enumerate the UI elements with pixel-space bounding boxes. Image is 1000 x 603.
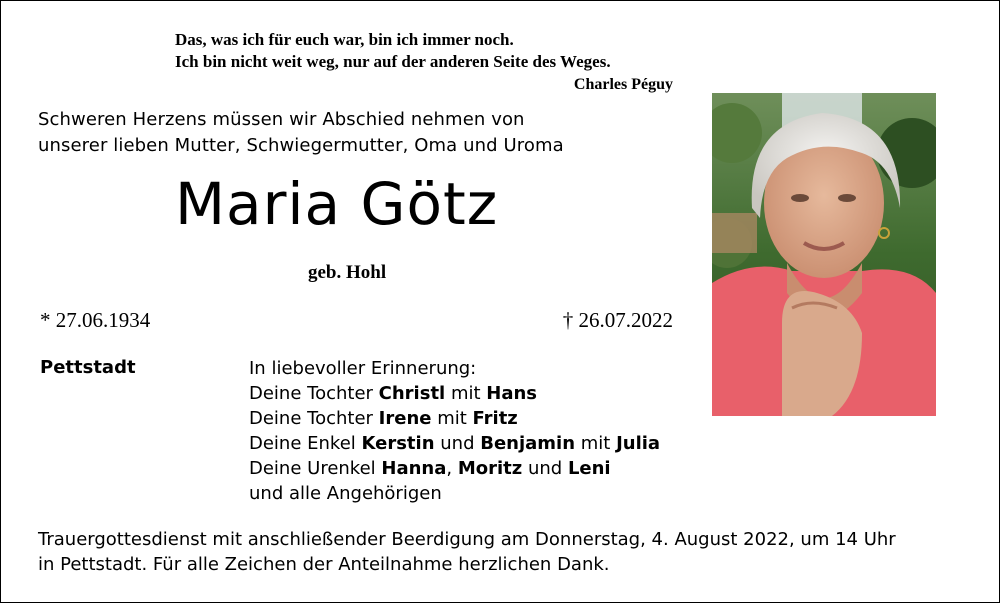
intro-line-1: Schweren Herzens müssen wir Abschied nehmen von	[38, 109, 525, 130]
portrait-illustration	[712, 93, 936, 416]
mourner-row	[249, 456, 660, 481]
mourners-heading: In liebevoller Erinnerung:	[249, 358, 477, 379]
epitaph-quote	[175, 29, 611, 73]
mourner-relation-text: mit	[445, 383, 487, 404]
mourner-name: Hans	[486, 383, 538, 404]
mourner-name: Hanna	[381, 458, 447, 479]
mourner-relation-text: Deine Urenkel	[249, 458, 382, 479]
mourner-relation-text: und	[434, 433, 481, 454]
deceased-name: Maria Götz	[175, 170, 499, 238]
service-notice-line-2: in Pettstadt. Für alle Zeichen der Anteilnahme herzlichen Dank.	[38, 554, 610, 575]
intro-text	[38, 107, 564, 159]
mourner-relation-text: ,	[446, 458, 458, 479]
maiden-name: geb. Hohl	[308, 262, 387, 283]
mourners-closing: und alle Angehörigen	[249, 483, 442, 504]
mourner-row	[249, 406, 660, 431]
mourner-name: Leni	[567, 458, 611, 479]
quote-line-1: Das, was ich für euch war, bin ich immer noch.	[175, 30, 514, 49]
mourner-relation-text: Deine Enkel	[249, 433, 362, 454]
mourner-name: Kerstin	[361, 433, 435, 454]
residence-place: Pettstadt	[40, 357, 136, 378]
mourner-name: Fritz	[472, 408, 518, 429]
birth-date: * 27.06.1934	[40, 308, 151, 332]
service-notice-line-1: Trauergottesdienst mit anschließender Beerdigung am Donnerstag, 4. August 2022, um 14 Uhr	[38, 529, 896, 550]
mourner-name: Christl	[378, 383, 446, 404]
mourner-relation-text: mit	[575, 433, 617, 454]
mourner-name: Moritz	[457, 458, 523, 479]
service-notice	[38, 527, 896, 577]
mourner-rows	[249, 381, 660, 481]
quote-line-2: Ich bin nicht weit weg, nur auf der anderen Seite des Weges.	[175, 52, 611, 71]
mourner-relation-text: Deine Tochter	[249, 408, 379, 429]
mourner-relation-text: und	[522, 458, 568, 479]
death-date: † 26.07.2022	[562, 308, 673, 332]
portrait-photo	[712, 93, 936, 416]
quote-author: Charles Péguy	[573, 76, 673, 93]
mourner-name: Irene	[378, 408, 432, 429]
mourner-row	[249, 381, 660, 406]
mourner-name: Julia	[616, 433, 661, 454]
mourner-name: Benjamin	[480, 433, 576, 454]
mourner-relation-text: Deine Tochter	[249, 383, 379, 404]
intro-line-2: unserer lieben Mutter, Schwiegermutter, Oma und Uroma	[38, 135, 564, 156]
mourners-list	[249, 356, 660, 506]
mourner-row	[249, 431, 660, 456]
mourner-relation-text: mit	[431, 408, 473, 429]
